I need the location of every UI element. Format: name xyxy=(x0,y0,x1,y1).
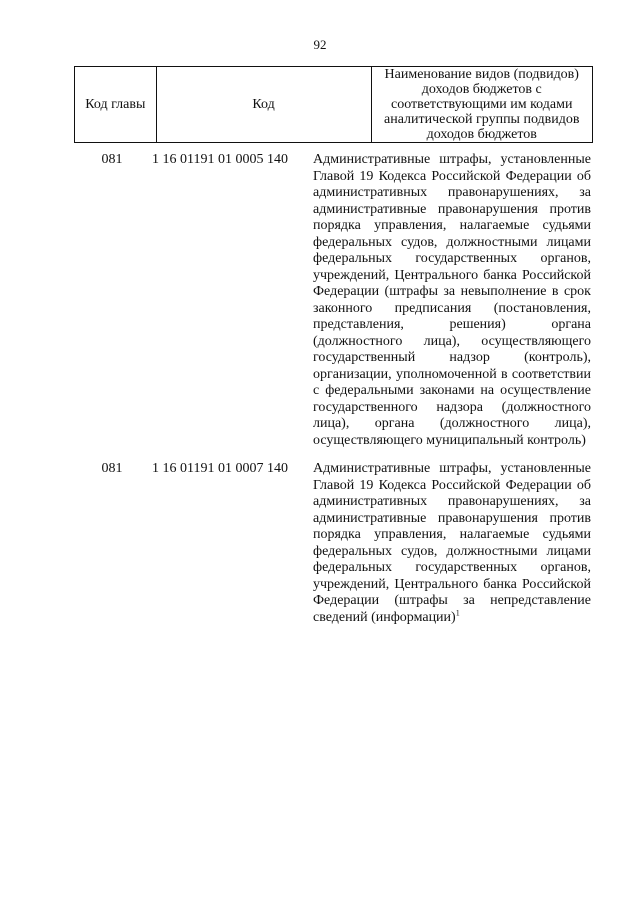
income-name-cell xyxy=(313,461,591,626)
table-row xyxy=(74,152,593,449)
chapter-code-cell: 081 xyxy=(101,461,123,476)
page-number: 92 xyxy=(313,37,327,52)
footnote-marker: 1 xyxy=(455,607,460,617)
chapter-code-cell: 081 xyxy=(101,152,123,167)
income-code-cell: 1 16 01191 01 0005 140 xyxy=(152,152,288,167)
table-body xyxy=(74,152,593,638)
table-header xyxy=(74,66,593,143)
income-name-text: Административные штрафы, установленные Главой 19 Кодекса Российской Федерации об административных правонарушениях, за административные правонарушения против порядка управления, налагаемые судьями федеральных судов, должностными лицами федеральных государственных органов, учреждений, Центрального банка Российской Федерации (штрафы за непредставление сведений (информации) xyxy=(313,461,591,625)
income-code-cell: 1 16 01191 01 0007 140 xyxy=(152,461,288,476)
header-name: Наименование видов (подвидов) доходов бюджетов с соответствующими им кодами аналитической группы подвидов доходов бюджетов xyxy=(371,67,593,143)
table-row xyxy=(74,461,593,626)
header-chapter-code: Код главы xyxy=(75,67,157,143)
income-name-cell: Административные штрафы, установленные Главой 19 Кодекса Российской Федерации об административных правонарушениях, за административные правонарушения против порядка управления, налагаемые судьями федеральных судов, должностными лицами федеральных государственных органов, учреждений, Центрального банка Российской Федерации (штрафы за невыполнение в срок законного предписания (постановления, представления, решения) органа (должностного лица), осуществляющего государственный надзор (контроль), организации, уполномоченной в соответствии с федеральными законами на осуществление государственного надзора (должностного лица), органа (должностного лица), осуществляющего муниципальный контроль) xyxy=(313,152,591,448)
header-code: Код xyxy=(156,67,371,143)
